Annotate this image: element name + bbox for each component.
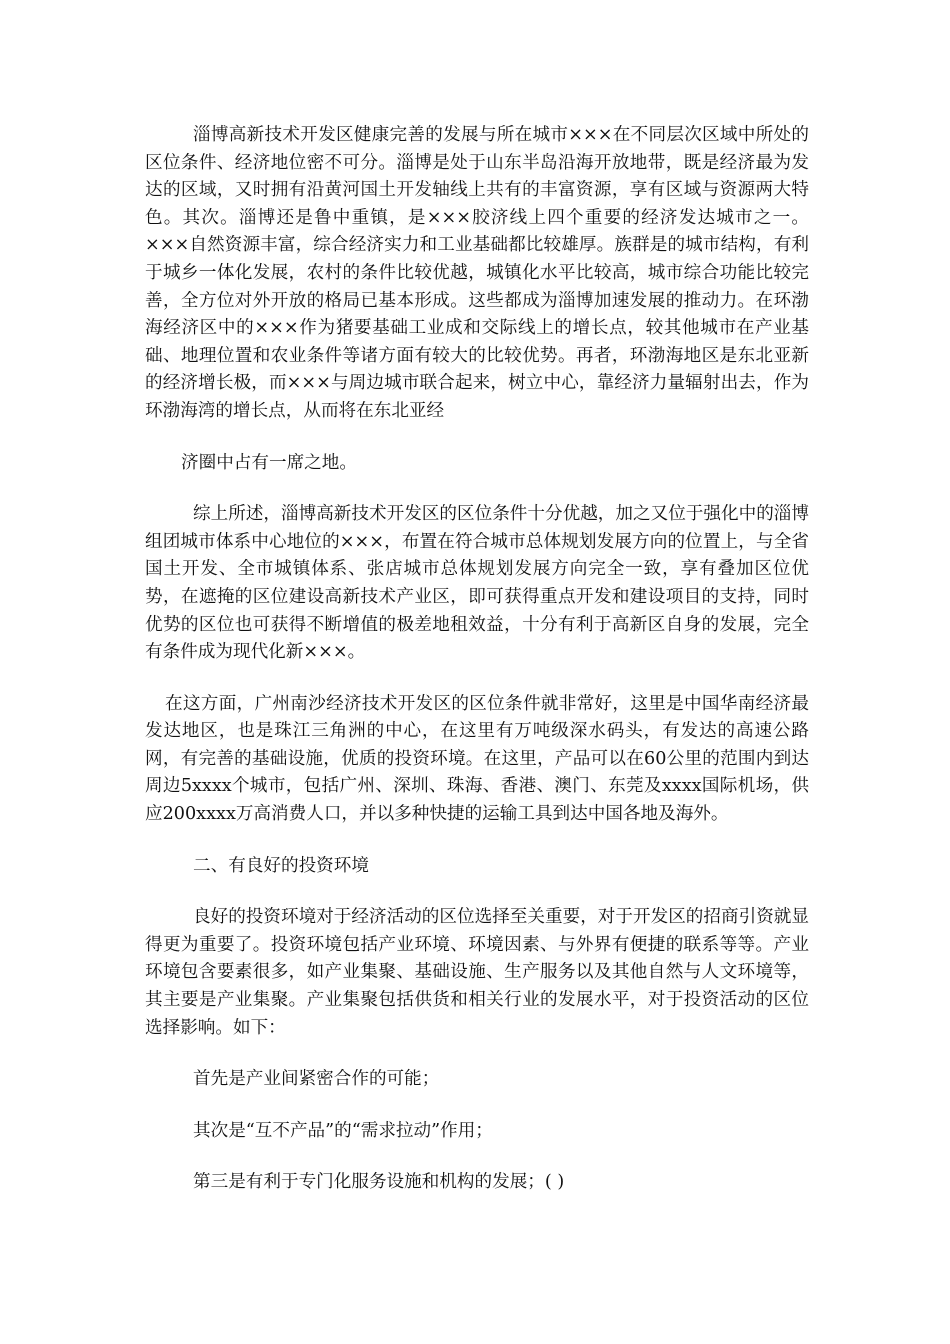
paragraph-continuation: 济圈中占有一席之地。: [181, 452, 357, 473]
paragraph-nansha-example: 在这方面，广州南沙经济技术开发区的区位条件就非常好，这里是中国华南经济最发达地区，也是珠江三角洲的中心，在这里有万吨级深水码头，有发达的高速公路网，有完善的基础设施，优质的投资环境。在这里，产品可以在60公里的范围内到达周边5xxxx个城市，包括广州、深圳、珠海、香港、澳门、东莞及xxxx国际机场，供应200xxxx万高消费人口，并以多种快捷的运输工具到达中国各地及海外。: [145, 693, 809, 825]
list-item-second: 其次是“互不产品”的“需求拉动”作用；: [193, 1120, 493, 1141]
document-body: [145, 122, 809, 1221]
paragraph-summary: 综上所述，淄博高新技术开发区的区位条件十分优越，加之又位于强化中的淄博组团城市体系中心地位的×××，布置在符合城市总体规划发展方向的位置上，与全省国土开发、全市城镇体系、张店城市总体规划发展方向完全一致，享有叠加区位优势，在遮掩的区位建设高新技术产业区，即可获得重点开发和建设项目的支持，同时优势的区位也可获得不断增值的极差地租效益，十分有利于高新区自身的发展，完全有条件成为现代化新×××。: [145, 504, 809, 663]
list-item-first: 首先是产业间紧密合作的可能；: [193, 1069, 440, 1090]
paragraph-investment-environment: 良好的投资环境对于经济活动的区位选择至关重要，对于开发区的招商引资就显得更为重要了。投资环境包括产业环境、环境因素、与外界有便捷的联系等等。产业环境包含要素很多，如产业集聚、基础设施、生产服务以及其他自然与人文环境等，其主要是产业集聚。产业集聚包括供货和相关行业的发展水平，对于投资活动的区位选择影响。如下：: [145, 907, 809, 1038]
section-heading-investment-environment: 二、有良好的投资环境: [193, 855, 369, 876]
paragraph-zibo-location: 淄博高新技术开发区健康完善的发展与所在城市×××在不同层次区域中所处的区位条件、经济地位密不可分。淄博是处于山东半岛沿海开放地带，既是经济最为发达的区域，又时拥有沿黄河国土开发轴线上共有的丰富资源，享有区域与资源两大特色。其次。淄博还是鲁中重镇，是×××胶济线上四个重要的经济发达城市之一。×××自然资源丰富，综合经济实力和工业基础都比较雄厚。族群是的城市结构，有利于城乡一体化发展，农村的条件比较优越，城镇化水平比较高，城市综合功能比较完善，全方位对外开放的格局已基本形成。这些都成为淄博加速发展的推动力。在环渤海经济区中的×××作为猪要基础工业成和交际线上的增长点，较其他城市在产业基础、地理位置和农业条件等诸方面有较大的比较优势。再者，环渤海地区是东北亚新的经济增长极，而×××与周边城市联合起来，树立中心，靠经济力量辐射出去，作为环渤海湾的增长点，从而将在东北亚经: [145, 125, 809, 421]
list-item-third: 第三是有利于专门化服务设施和机构的发展；( ): [193, 1172, 565, 1193]
